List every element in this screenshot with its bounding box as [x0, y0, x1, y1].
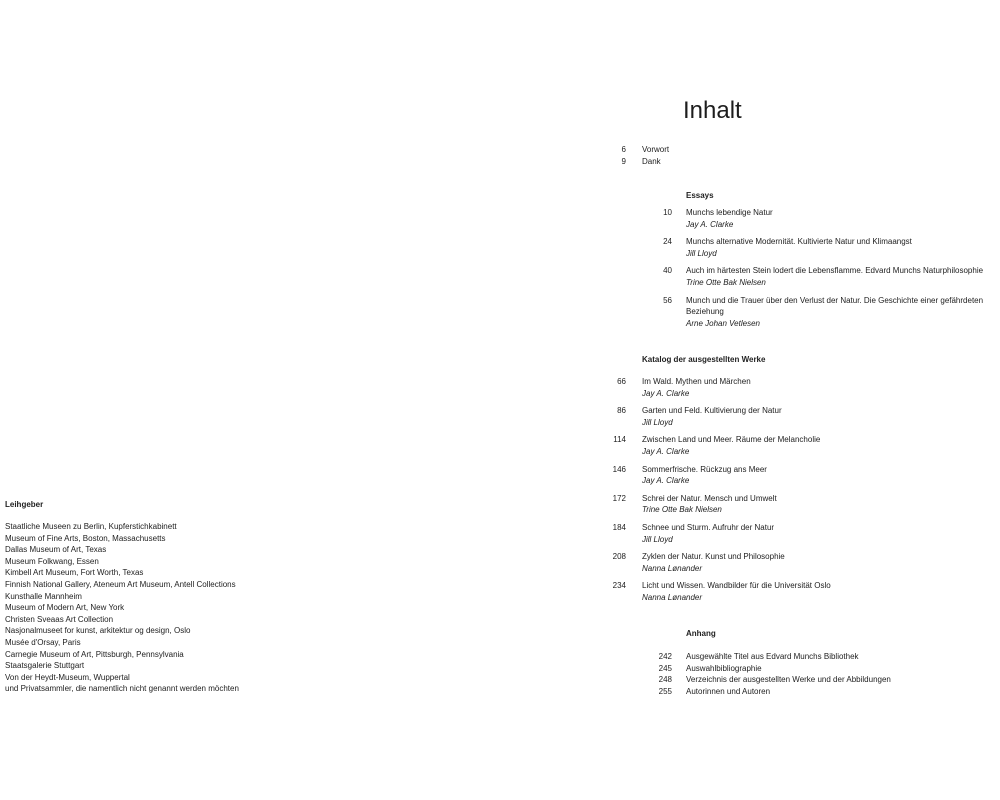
lenders-list: [5, 521, 385, 695]
toc-entry-title: Verzeichnis der ausgestellten Werke und der Abbildungen: [686, 675, 891, 685]
toc-entry-title: Zyklen der Natur. Kunst und Philosophie: [642, 552, 785, 562]
toc-entry-author: Jay A. Clarke: [642, 388, 690, 398]
toc-entry[interactable]: [600, 207, 1000, 230]
lender-item: Museum of Fine Arts, Boston, Massachusetts: [5, 533, 166, 543]
toc-entry[interactable]: [600, 674, 1000, 686]
toc-page-number: 245: [658, 663, 672, 673]
toc-page-number: 184: [612, 522, 626, 532]
toc-entry-title: Vorwort: [642, 145, 670, 154]
toc-entry-title: Auswahlbibliographie: [686, 663, 762, 673]
toc-entry[interactable]: [600, 663, 1000, 675]
toc-page-number: 234: [612, 581, 626, 591]
toc-appendix: [600, 651, 1000, 697]
toc-entry-title: Garten und Feld. Kultivierung der Natur: [642, 406, 782, 416]
toc-entry-title: Dank: [642, 156, 661, 166]
toc-entry-author: Trine Otte Bak Nielsen: [686, 277, 766, 287]
lender-item: und Privatsammler, die namentlich nicht genannt werden möchten: [5, 684, 239, 694]
lenders-section: [5, 499, 385, 695]
toc-entry[interactable]: [600, 376, 1000, 399]
toc-entry-title: Autorinnen und Autoren: [686, 686, 771, 696]
toc-entry-title: Licht und Wissen. Wandbilder für die Universität Oslo: [642, 581, 831, 591]
toc-entry-title: Ausgewählte Titel aus Edvard Munchs Bibliothek: [686, 652, 859, 661]
lender-item: Museum Folkwang, Essen: [5, 556, 99, 566]
toc-entry-author: Nanna Lønander: [642, 563, 703, 573]
toc-entry-author: Trine Otte Bak Nielsen: [642, 505, 722, 515]
toc-entry-title: Schnee und Sturm. Aufruhr der Natur: [642, 522, 775, 532]
toc-page-number: 172: [612, 493, 626, 503]
lender-item: Finnish National Gallery, Ateneum Art Museum, Antell Collections: [5, 579, 236, 589]
lender-item: Christen Sveaas Art Collection: [5, 614, 114, 624]
toc-entry[interactable]: [600, 580, 1000, 603]
lender-item: Von der Heydt-Museum, Wuppertal: [5, 672, 130, 682]
toc-entry[interactable]: [600, 295, 1000, 330]
toc-entry-author: Jill Lloyd: [686, 248, 717, 258]
toc-page-number: 66: [617, 377, 626, 386]
toc-entry-author: Jay A. Clarke: [686, 219, 734, 229]
toc-entry[interactable]: [600, 144, 1000, 156]
toc-entry[interactable]: [600, 236, 1000, 259]
toc-entry-title: Im Wald. Mythen und Märchen: [642, 377, 751, 386]
lender-item: Nasjonalmuseet for kunst, arkitektur og design, Oslo: [5, 626, 191, 636]
toc-entry-author: Jay A. Clarke: [642, 476, 690, 486]
toc-entry[interactable]: [600, 686, 1000, 698]
toc-page-number: 56: [663, 295, 672, 305]
toc-page-number: 114: [613, 435, 626, 445]
toc-page-number: 24: [663, 237, 672, 247]
toc-entry-title: Schrei der Natur. Mensch und Umwelt: [642, 493, 777, 503]
toc-entry[interactable]: [600, 522, 1000, 545]
toc-entry-author: Jay A. Clarke: [642, 446, 690, 456]
toc-entry-author: Arne Johan Vetlesen: [686, 318, 760, 328]
toc-essays: [600, 207, 1000, 335]
lender-item: Carnegie Museum of Art, Pittsburgh, Pennsylvania: [5, 649, 184, 659]
toc-front-matter: [600, 144, 1000, 167]
toc-page-number: 9: [621, 156, 626, 166]
toc-entry[interactable]: [600, 156, 1000, 168]
toc-page-number: 146: [612, 464, 626, 474]
lender-item: Museum of Modern Art, New York: [5, 603, 125, 613]
toc-catalog: [600, 376, 1000, 610]
toc-entry[interactable]: [600, 551, 1000, 574]
lender-item: Dallas Museum of Art, Texas: [5, 545, 107, 555]
lender-item: Kunsthalle Mannheim: [5, 591, 82, 601]
toc-entry-title: Zwischen Land und Meer. Räume der Melancholie: [642, 435, 821, 445]
lender-item: Musée d'Orsay, Paris: [5, 637, 81, 647]
toc-entry-title: Sommerfrische. Rückzug ans Meer: [642, 464, 767, 474]
toc-page-number: 255: [658, 686, 672, 696]
toc-entry-title: Auch im härtesten Stein lodert die Lebensflamme. Edvard Munchs Naturphilosophie: [686, 266, 984, 276]
toc-title: Inhalt: [683, 97, 742, 124]
toc-entry-title: Munch und die Trauer über den Verlust der Natur. Die Geschichte einer gefährdeten Beziehung: [686, 295, 984, 317]
toc-entry[interactable]: [600, 651, 1000, 663]
lender-item: Staatsgalerie Stuttgart: [5, 661, 85, 671]
toc-section-heading-catalog: Katalog der ausgestellten Werke: [642, 355, 766, 364]
toc-entry[interactable]: [600, 265, 1000, 288]
toc-entry[interactable]: [600, 405, 1000, 428]
toc-entry[interactable]: [600, 464, 1000, 487]
toc-entry-title: Munchs lebendige Natur: [686, 208, 773, 217]
lenders-heading: Leihgeber: [5, 500, 44, 509]
toc-entry[interactable]: [600, 493, 1000, 516]
toc-page-number: 248: [658, 675, 672, 685]
toc-entry-title: Munchs alternative Modernität. Kultivierte Natur und Klimaangst: [686, 237, 912, 247]
lender-item: Staatliche Museen zu Berlin, Kupferstichkabinett: [5, 522, 177, 531]
toc-page-number: 40: [663, 266, 672, 276]
lender-item: Kimbell Art Museum, Fort Worth, Texas: [5, 568, 144, 578]
toc-entry-author: Jill Lloyd: [642, 534, 673, 544]
toc-page-number: 86: [617, 406, 626, 416]
toc-page-number: 10: [663, 208, 672, 217]
toc-section-heading-appendix: Anhang: [686, 629, 716, 638]
toc-page-number: 208: [612, 552, 626, 562]
toc-entry-author: Nanna Lønander: [642, 592, 703, 602]
toc-entry-author: Jill Lloyd: [642, 417, 673, 427]
toc-entry[interactable]: [600, 434, 1000, 457]
toc-page-number: 6: [621, 145, 626, 154]
toc-section-heading-essays: Essays: [686, 191, 714, 200]
toc-page-number: 242: [658, 652, 672, 661]
